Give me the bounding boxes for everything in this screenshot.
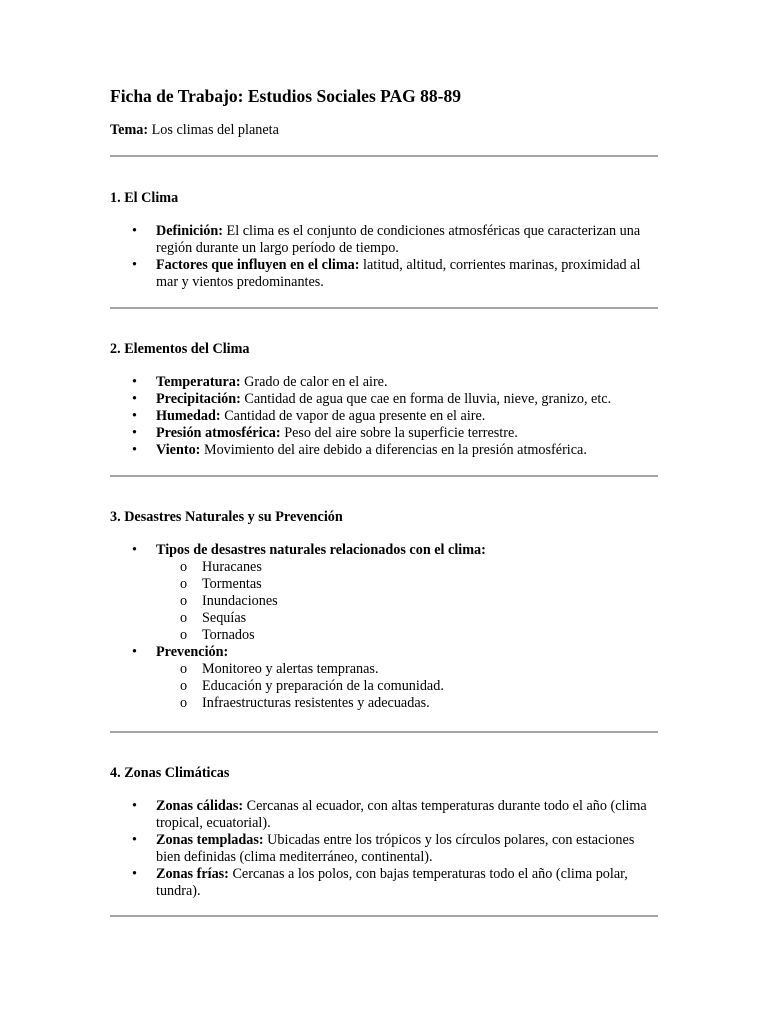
section-heading: 3. Desastres Naturales y su Prevención	[110, 509, 343, 525]
item-text: Cercanas a los polos, con bajas temperaturas todo el año (clima polar, tundra).	[156, 866, 628, 899]
divider	[110, 307, 658, 309]
page-title: Ficha de Trabajo: Estudios Sociales PAG 88-89	[110, 86, 461, 106]
bullet-list	[110, 542, 658, 712]
section-desastres-naturales	[110, 509, 658, 712]
item-text: Cantidad de agua que cae en forma de lluvia, nieve, granizo, etc.	[244, 391, 612, 407]
list-item	[156, 832, 658, 866]
list-item	[156, 374, 658, 391]
section-zonas-climaticas	[110, 765, 658, 900]
section-heading: 4. Zonas Climáticas	[110, 765, 230, 781]
item-term: Zonas frías:	[156, 866, 229, 882]
divider	[110, 155, 658, 157]
divider	[110, 915, 658, 917]
item-text: Cantidad de vapor de agua presente en el aire.	[224, 408, 486, 424]
topic-line	[110, 122, 279, 139]
list-item	[156, 644, 658, 712]
bullet-list	[110, 223, 658, 291]
sub-list	[156, 559, 658, 644]
sub-list-item: o Inundaciones	[202, 593, 658, 610]
item-term: Zonas cálidas:	[156, 798, 244, 814]
item-term: Viento:	[156, 442, 201, 458]
item-term: Zonas templadas:	[156, 832, 264, 848]
item-term: Factores que influyen en el clima:	[156, 257, 360, 273]
item-text: Movimiento del aire debido a diferencias en la presión atmosférica.	[203, 442, 587, 458]
sub-list-item: o Monitoreo y alertas tempranas.	[202, 661, 658, 678]
sub-list-item: o Huracanes	[202, 559, 658, 576]
item-text: Peso del aire sobre la superficie terrestre.	[284, 425, 518, 441]
item-text: Ubicadas entre los trópicos y los círculos polares, con estaciones bien definidas (clima mediterráneo, continental).	[156, 832, 635, 865]
topic-value: Los climas del planeta	[151, 122, 279, 138]
divider	[110, 731, 658, 733]
item-text: El clima es el conjunto de condiciones atmosféricas que caracterizan una región durante un largo período de tiempo.	[156, 223, 641, 256]
list-item	[156, 223, 658, 257]
list-item	[156, 257, 658, 291]
item-term: Definición:	[156, 223, 223, 239]
list-item	[156, 866, 658, 900]
sub-list-item: o Infraestructuras resistentes y adecuadas.	[202, 695, 658, 712]
sub-list-item: o Sequías	[202, 610, 658, 627]
item-text: Cercanas al ecuador, con altas temperaturas durante todo el año (clima tropical, ecuatorial).	[156, 798, 647, 831]
item-text: latitud, altitud, corrientes marinas, proximidad al mar y vientos predominantes.	[156, 257, 641, 290]
list-item	[156, 542, 658, 644]
section-heading: 2. Elementos del Clima	[110, 341, 250, 357]
list-item	[156, 391, 658, 408]
item-term: Humedad:	[156, 408, 221, 424]
section-elementos-del-clima	[110, 341, 658, 459]
item-term: Prevención:	[156, 644, 229, 660]
item-term: Tipos de desastres naturales relacionados con el clima:	[156, 542, 486, 558]
item-term: Presión atmosférica:	[156, 425, 281, 441]
item-term: Temperatura:	[156, 374, 241, 390]
list-item	[156, 442, 658, 459]
sub-list-item: o Educación y preparación de la comunidad.	[202, 678, 658, 695]
sub-list-item: o Tornados	[202, 627, 658, 644]
item-text: Grado de calor en el aire.	[244, 374, 388, 390]
sub-list-item: o Tormentas	[202, 576, 658, 593]
sub-list	[156, 661, 658, 712]
section-heading: 1. El Clima	[110, 190, 179, 206]
item-term: Precipitación:	[156, 391, 241, 407]
list-item	[156, 408, 658, 425]
bullet-list	[110, 798, 658, 900]
topic-label: Tema:	[110, 122, 149, 138]
bullet-list	[110, 374, 658, 459]
list-item	[156, 798, 658, 832]
section-el-clima	[110, 190, 658, 291]
divider	[110, 475, 658, 477]
list-item	[156, 425, 658, 442]
